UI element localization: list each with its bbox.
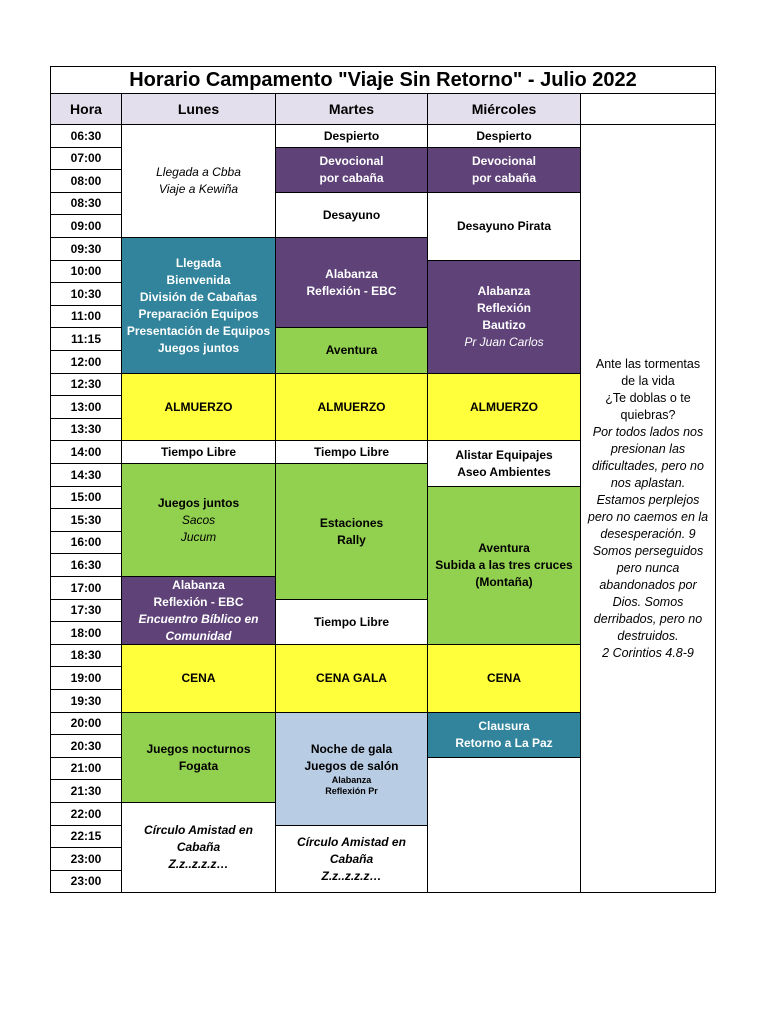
hour-cell: 13:30 bbox=[50, 418, 122, 441]
activity-line: Bautizo bbox=[482, 318, 526, 332]
activity-lunes bbox=[121, 237, 276, 374]
activity-miercoles bbox=[427, 260, 581, 374]
activity-line: Aseo Ambientes bbox=[457, 464, 551, 479]
activity-line: Preparación Equipos bbox=[138, 306, 259, 321]
activity-miercoles bbox=[427, 757, 581, 893]
hour-cell: 18:30 bbox=[50, 644, 122, 667]
hour-cell: 17:30 bbox=[50, 599, 122, 622]
activity-line: Alabanza bbox=[477, 284, 531, 298]
activity-line: Círculo Amistad en bbox=[297, 834, 406, 849]
activity-line: Jucum bbox=[180, 529, 217, 544]
quote-line: quiebras? bbox=[620, 407, 676, 422]
activity-line: Viaje a Kewiña bbox=[158, 182, 239, 196]
hour-cell: 17:00 bbox=[50, 576, 122, 600]
hour-cell: 23:00 bbox=[50, 847, 122, 871]
activity-line: Subida a las tres cruces bbox=[435, 558, 573, 572]
header-miercoles: Miércoles bbox=[427, 93, 581, 125]
hour-cell: 14:30 bbox=[50, 463, 122, 487]
activity-miercoles bbox=[427, 644, 581, 713]
hour-cell: 14:00 bbox=[50, 440, 122, 464]
activity-line: Aventura bbox=[325, 343, 378, 357]
hour-cell: 13:00 bbox=[50, 395, 122, 419]
activity-line: Bienvenida bbox=[166, 272, 231, 287]
activity-line: Juegos de salón bbox=[304, 759, 399, 773]
hour-cell: 20:30 bbox=[50, 734, 122, 758]
activity-miercoles bbox=[427, 124, 581, 148]
hour-cell: 09:00 bbox=[50, 214, 122, 238]
activity-line: División de Cabañas bbox=[139, 289, 258, 304]
activity-miercoles bbox=[427, 440, 581, 487]
hour-cell: 11:00 bbox=[50, 305, 122, 328]
hour-cell: 16:30 bbox=[50, 553, 122, 577]
activity-line: Desayuno bbox=[322, 207, 381, 222]
activity-line: Aventura bbox=[478, 541, 530, 555]
hour-cell: 09:30 bbox=[50, 237, 122, 261]
quote-line: Somos perseguidos bbox=[592, 543, 704, 558]
activity-line: Estaciones bbox=[319, 515, 384, 530]
hour-cell: 10:30 bbox=[50, 282, 122, 306]
activity-miercoles bbox=[427, 373, 581, 441]
activity-line: Juegos nocturnos bbox=[146, 741, 251, 756]
activity-lunes bbox=[121, 373, 276, 441]
activity-line: Tiempo Libre bbox=[313, 614, 390, 629]
activity-line: ALMUERZO bbox=[470, 399, 538, 414]
hour-cell: 08:30 bbox=[50, 192, 122, 215]
activity-line: por cabaña bbox=[319, 171, 384, 185]
schedule-sheet bbox=[50, 66, 716, 891]
activity-line: Juegos juntos bbox=[157, 495, 240, 510]
quote-line: pero nunca bbox=[616, 560, 680, 575]
quote-line: derribados, pero no bbox=[593, 611, 703, 626]
quote-line: Por todos lados nos bbox=[592, 424, 704, 439]
activity-lunes bbox=[121, 463, 276, 577]
quote-line: Estamos perplejos bbox=[596, 492, 700, 507]
activity-miercoles bbox=[427, 712, 581, 758]
activity-martes bbox=[275, 373, 428, 441]
activity-line: Reflexión - EBC bbox=[306, 283, 397, 298]
hour-cell: 10:00 bbox=[50, 260, 122, 283]
hour-cell: 12:00 bbox=[50, 350, 122, 374]
activity-line: ALMUERZO bbox=[317, 399, 386, 414]
page-title: Horario Campamento "Viaje Sin Retorno" - Julio 2022 bbox=[50, 66, 716, 94]
activity-line: Retorno a La Paz bbox=[455, 736, 553, 750]
activity-martes bbox=[275, 327, 428, 374]
activity-martes bbox=[275, 440, 428, 464]
quote-line: nos aplastan. bbox=[610, 475, 686, 490]
activity-line: Llegada a Cbba bbox=[156, 165, 241, 179]
activity-martes bbox=[275, 147, 428, 193]
activity-line: Fogata bbox=[178, 758, 219, 773]
activity-lunes bbox=[121, 576, 276, 645]
activity-lunes bbox=[121, 802, 276, 893]
activity-martes bbox=[275, 644, 428, 713]
hour-cell: 21:30 bbox=[50, 779, 122, 803]
header-martes: Martes bbox=[275, 93, 428, 125]
quote-line: destruidos. bbox=[617, 628, 679, 643]
quote-line: ¿Te doblas o te bbox=[605, 390, 691, 405]
hour-cell: 11:15 bbox=[50, 327, 122, 351]
hour-cell: 08:00 bbox=[50, 169, 122, 193]
hour-cell: 18:00 bbox=[50, 621, 122, 645]
activity-line: ALMUERZO bbox=[164, 399, 233, 414]
activity-martes bbox=[275, 237, 428, 328]
quote-line: 2 Corintios 4.8-9 bbox=[602, 645, 694, 660]
bible-quote bbox=[580, 124, 716, 893]
activity-martes bbox=[275, 124, 428, 148]
activity-line: por cabaña bbox=[471, 171, 537, 185]
activity-line: Z.z..z.z.z… bbox=[321, 868, 382, 883]
activity-miercoles bbox=[427, 486, 581, 645]
hour-cell: 19:30 bbox=[50, 689, 122, 713]
hour-cell: 15:30 bbox=[50, 508, 122, 532]
header-hora: Hora bbox=[50, 93, 122, 125]
activity-line: Despierto bbox=[323, 128, 380, 143]
activity-line: Clausura bbox=[478, 719, 530, 733]
quote-line: Ante las tormentas bbox=[595, 356, 701, 371]
activity-lunes bbox=[121, 644, 276, 713]
activity-line: CENA bbox=[486, 671, 521, 685]
activity-line: Cabaña bbox=[176, 840, 221, 854]
activity-miercoles bbox=[427, 192, 581, 261]
quote-line: de la vida bbox=[621, 373, 675, 388]
activity-line: Tiempo Libre bbox=[160, 444, 237, 459]
header-blank bbox=[580, 93, 716, 125]
activity-line: CENA bbox=[181, 671, 216, 685]
activity-line: Presentación de Equipos bbox=[126, 323, 271, 338]
activity-line: Juegos juntos bbox=[157, 340, 240, 355]
activity-line: (Montaña) bbox=[475, 575, 533, 589]
activity-line: Círculo Amistad en bbox=[144, 823, 253, 837]
activity-lunes bbox=[121, 712, 276, 803]
hour-cell: 07:00 bbox=[50, 147, 122, 170]
hour-cell: 22:00 bbox=[50, 802, 122, 826]
activity-line: Cabaña bbox=[329, 851, 374, 866]
quote-line: desesperación. 9 bbox=[600, 526, 696, 541]
activity-line: Desayuno Pirata bbox=[456, 219, 552, 233]
activity-line: Devocional bbox=[319, 154, 384, 168]
hour-cell: 23:00 bbox=[50, 870, 122, 893]
activity-martes bbox=[275, 192, 428, 238]
activity-line: Alabanza bbox=[172, 577, 225, 592]
hour-cell: 22:15 bbox=[50, 825, 122, 848]
activity-line: Sacos bbox=[181, 512, 216, 527]
activity-line: Comunidad bbox=[165, 628, 232, 643]
activity-miercoles bbox=[427, 147, 581, 193]
quote-line: dificultades, pero no bbox=[592, 458, 704, 473]
activity-line: Alabanza bbox=[331, 775, 372, 785]
activity-line: Reflexión bbox=[476, 301, 531, 315]
activity-line: Reflexión Pr bbox=[325, 786, 378, 796]
activity-line: Reflexión - EBC bbox=[153, 594, 244, 609]
activity-line: Alistar Equipajes bbox=[455, 447, 553, 462]
activity-line: Despierto bbox=[476, 128, 532, 143]
activity-martes bbox=[275, 599, 428, 645]
activity-line: Noche de gala bbox=[310, 742, 393, 756]
activity-line: Rally bbox=[337, 532, 366, 547]
activity-line: Llegada bbox=[175, 255, 222, 270]
activity-line: Tiempo Libre bbox=[313, 444, 390, 459]
hour-cell: 15:00 bbox=[50, 486, 122, 509]
header-lunes: Lunes bbox=[121, 93, 276, 125]
activity-martes bbox=[275, 825, 428, 893]
quote-line: pero no caemos en la bbox=[587, 509, 709, 524]
activity-line: Devocional bbox=[471, 154, 537, 168]
hour-cell: 12:30 bbox=[50, 373, 122, 396]
activity-martes bbox=[275, 463, 428, 600]
quote-line: presionan las bbox=[610, 441, 686, 456]
quote-line: Dios. Somos bbox=[612, 594, 684, 609]
hour-cell: 19:00 bbox=[50, 666, 122, 690]
activity-line: Pr Juan Carlos bbox=[464, 335, 544, 349]
hour-cell: 21:00 bbox=[50, 757, 122, 780]
activity-line: Alabanza bbox=[325, 266, 378, 281]
hour-cell: 16:00 bbox=[50, 531, 122, 554]
hour-cell: 06:30 bbox=[50, 124, 122, 148]
activity-line: CENA GALA bbox=[316, 671, 387, 685]
activity-lunes bbox=[121, 440, 276, 464]
activity-martes bbox=[275, 712, 428, 826]
activity-line: Encuentro Bíblico en bbox=[138, 611, 259, 626]
activity-line: Z.z..z.z.z… bbox=[168, 857, 229, 871]
quote-line: abandonados por bbox=[599, 577, 697, 592]
hour-cell: 20:00 bbox=[50, 712, 122, 735]
activity-lunes bbox=[121, 124, 276, 238]
